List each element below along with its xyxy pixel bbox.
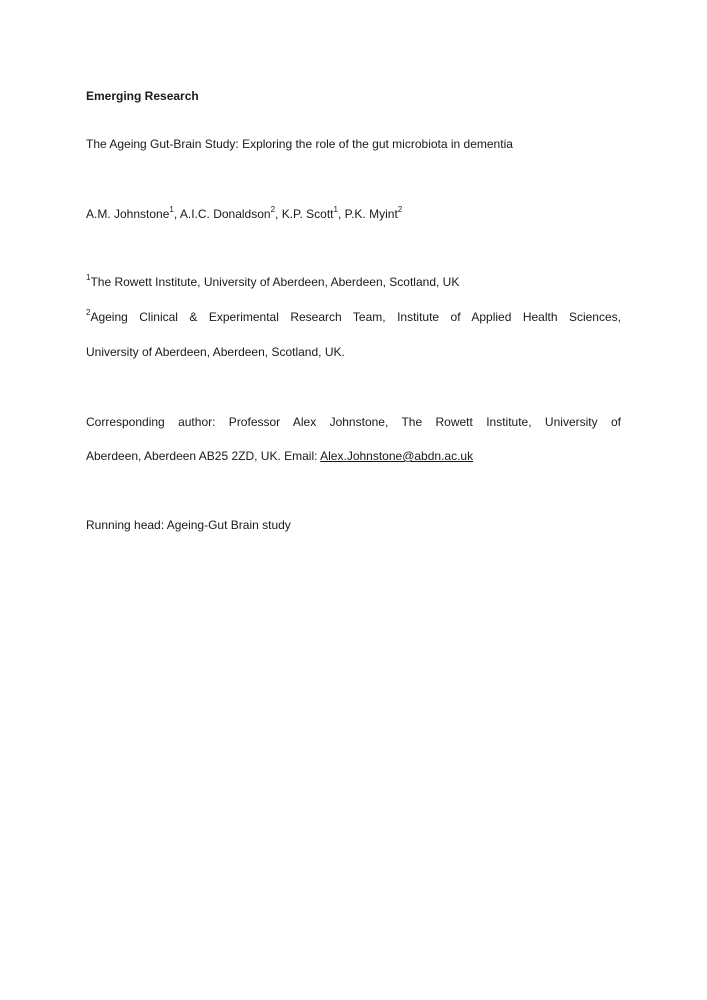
- affiliation-marker: 2: [86, 308, 91, 317]
- affiliation-2-line-2: University of Aberdeen, Aberdeen, Scotland, UK.: [86, 345, 345, 359]
- affiliation-marker: 2: [270, 205, 276, 214]
- author-separator: ,: [337, 207, 345, 221]
- author-separator: ,: [275, 207, 282, 221]
- author-name: P.K. Myint: [344, 207, 398, 221]
- email-link[interactable]: Alex.Johnstone@abdn.ac.uk: [320, 449, 474, 463]
- corresponding-author-line-2: [86, 448, 473, 464]
- affiliation-2-line-1: [86, 309, 621, 325]
- corresponding-address: Aberdeen, Aberdeen AB25 2ZD, UK. Email:: [86, 449, 321, 463]
- affiliation-1: [86, 274, 459, 290]
- affiliation-marker: 1: [169, 205, 174, 214]
- author-separator: ,: [173, 207, 180, 221]
- author-name: K.P. Scott: [281, 207, 334, 221]
- affiliation-text: Ageing Clinical & Experimental Research Team, Institute of Applied Health Sciences,: [90, 310, 621, 324]
- author-name: A.I.C. Donaldson: [179, 207, 271, 221]
- running-head: Running head: Ageing-Gut Brain study: [86, 518, 291, 532]
- author-list: [86, 206, 402, 222]
- author-name: A.M. Johnstone: [86, 207, 170, 221]
- affiliation-text: The Rowett Institute, University of Aberdeen, Aberdeen, Scotland, UK: [90, 275, 460, 289]
- affiliation-marker: 2: [397, 205, 403, 214]
- affiliation-marker: 1: [86, 273, 91, 282]
- paper-title: The Ageing Gut-Brain Study: Exploring the role of the gut microbiota in dementia: [86, 137, 513, 151]
- affiliation-marker: 1: [333, 205, 338, 214]
- section-label: Emerging Research: [86, 89, 199, 103]
- corresponding-author-line-1: Corresponding author: Professor Alex Johnstone, The Rowett Institute, University of: [86, 415, 621, 429]
